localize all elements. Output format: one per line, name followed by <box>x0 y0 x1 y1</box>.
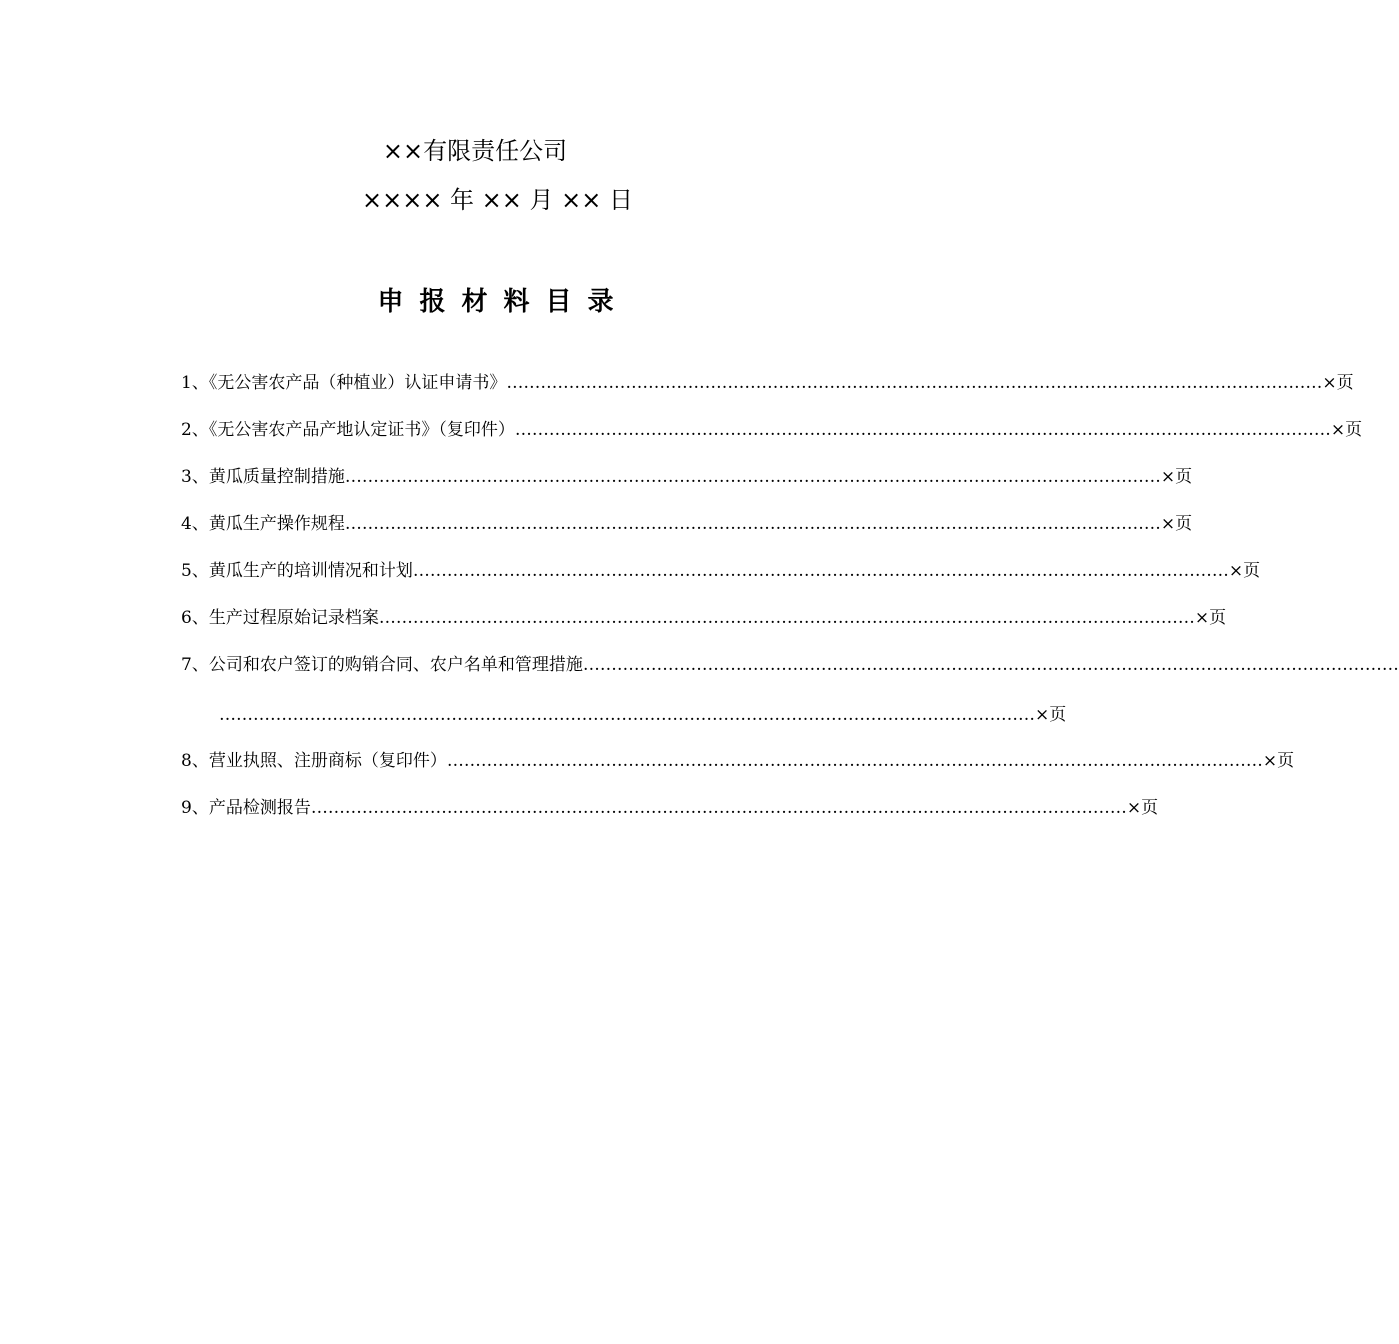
toc-leader-dots: ……………………………………………………………………………………………………………………………… <box>412 561 1229 581</box>
toc-leader-dots: ……………………………………………………………………………………………………………………………… <box>219 705 1035 725</box>
toc-item-label: 9、产品检测报告 <box>181 798 311 818</box>
toc-item-6 <box>181 605 1227 631</box>
toc-leader-dots: ……………………………………………………………………………………………………………………………… <box>506 373 1323 393</box>
toc-item-4 <box>181 511 1193 537</box>
toc-leader-dots: ……………………………………………………………………………………………………………………………… <box>514 420 1331 440</box>
toc-item-page: ×页 <box>1330 420 1363 440</box>
toc-item-2 <box>181 417 1363 443</box>
toc-item-3 <box>181 464 1193 490</box>
toc-item-page: ×页 <box>1322 373 1354 393</box>
toc-item-label: 1、《无公害农产品（种植业）认证申请书》 <box>181 373 507 393</box>
toc-item-1 <box>181 370 1354 396</box>
toc-item-page: ×页 <box>1035 705 1067 725</box>
toc-item-label: 4、黄瓜生产操作规程 <box>181 514 345 534</box>
toc-item-7-first-line <box>181 652 1399 678</box>
document-date: ×××× 年 ×× 月 ×× 日 <box>361 186 634 214</box>
toc-title: 申报材料目录 <box>377 287 630 317</box>
company-name: ××有限责任公司 <box>382 137 568 165</box>
toc-item-label: 2、《无公害农产品产地认定证书》（复印件） <box>181 420 515 440</box>
toc-item-5 <box>181 558 1261 584</box>
toc-item-page: ×页 <box>1262 751 1295 771</box>
toc-item-page: ×页 <box>1160 514 1193 534</box>
toc-leader-dots: ……………………………………………………………………………………………………………………………… <box>378 608 1195 628</box>
toc-leader-dots: ……………………………………………………………………………………………………………………………… <box>344 514 1161 534</box>
toc-leader-dots: ……………………………………………………………………………………………………………………………… <box>344 467 1161 487</box>
toc-item-label: 6、生产过程原始记录档案 <box>181 608 379 628</box>
toc-item-label: 7、公司和农户签订的购销合同、农户名单和管理措施 <box>181 655 583 675</box>
toc-item-page: ×页 <box>1126 798 1159 818</box>
toc-item-page: ×页 <box>1194 608 1227 628</box>
toc-item-7-second-line <box>219 702 1067 728</box>
toc-item-9 <box>181 795 1159 821</box>
toc-item-8 <box>181 748 1295 774</box>
toc-item-label: 5、黄瓜生产的培训情况和计划 <box>181 561 413 581</box>
toc-leader-dots: ……………………………………………………………………………………………………………………………… <box>310 798 1127 818</box>
toc-item-label: 3、黄瓜质量控制措施 <box>181 467 345 487</box>
toc-leader-dots: ……………………………………………………………………………………………………………………………… <box>446 751 1263 771</box>
toc-item-page: ×页 <box>1160 467 1193 487</box>
toc-item-page: ×页 <box>1228 561 1261 581</box>
toc-item-label: 8、营业执照、注册商标（复印件） <box>181 751 447 771</box>
toc-leader-dots: ……………………………………………………………………………………………………………………………… <box>582 655 1399 675</box>
